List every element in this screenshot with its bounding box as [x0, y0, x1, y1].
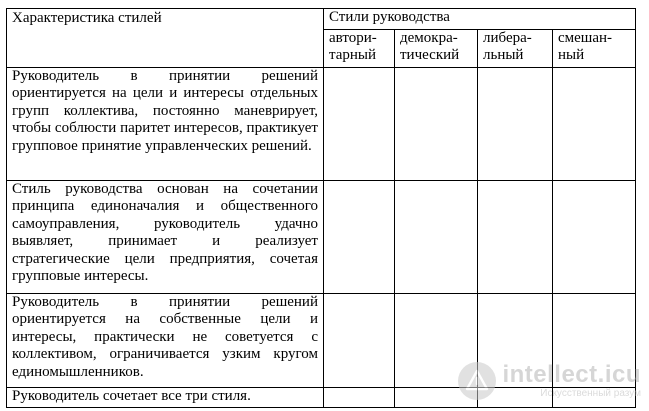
row-2-mixed-cell	[553, 181, 636, 294]
characteristic-header-label: Характеристика стилей	[12, 10, 162, 26]
row-3-liberal-cell	[478, 294, 553, 388]
row-3-description: Руководитель в принятии решений ориентируется на собственные цели и интересы, практически не советуется с коллективом, ограничивается узким кругом единомышленников.	[7, 294, 324, 388]
watermark-sub-text: Искусственный разум	[540, 388, 641, 399]
table-row	[7, 68, 636, 181]
leadership-styles-table	[6, 8, 636, 408]
row-1-liberal-cell	[478, 68, 553, 181]
row-3-mixed-cell	[553, 294, 636, 388]
styles-group-header	[324, 9, 636, 30]
styles-group-header-label: Стили руководства	[329, 9, 450, 25]
row-3-democratic-cell	[395, 294, 478, 388]
table-row	[7, 181, 636, 294]
table-row	[7, 294, 636, 388]
row-2-liberal-cell	[478, 181, 553, 294]
row-2-authoritarian-cell	[324, 181, 395, 294]
row-4-democratic-cell	[395, 388, 478, 408]
watermark-main-text: intellect.icu	[502, 361, 641, 388]
column-democratic: демокра- тический	[395, 30, 478, 68]
column-mixed: смешан- ный	[553, 30, 636, 68]
row-4-mixed-cell	[553, 388, 636, 408]
row-4-authoritarian-cell	[324, 388, 395, 408]
row-2-description: Стиль руководства основан на сочетании принципа единоначалия и общественного самоуправления, руководитель удачно выявляет, принимает и реализует стратегические цели предприятия, сочетая групповые интересы.	[7, 181, 324, 294]
row-4-description: Руководитель сочетает все три стиля.	[7, 388, 324, 408]
row-1-mixed-cell	[553, 68, 636, 181]
characteristic-header	[7, 9, 324, 68]
row-1-description: Руководитель в принятии решений ориентируется на цели и интересы отдельных групп коллектива, постоянно маневрирует, чтобы соблюсти паритет интересов, практикует групповое принятие управленческих решений.	[7, 68, 324, 181]
row-1-authoritarian-cell	[324, 68, 395, 181]
row-3-authoritarian-cell	[324, 294, 395, 388]
table-header-row	[7, 9, 636, 30]
row-4-liberal-cell	[478, 388, 553, 408]
table-row	[7, 388, 636, 408]
column-liberal: либера- льный	[478, 30, 553, 68]
row-2-democratic-cell	[395, 181, 478, 294]
column-authoritarian: автори- тарный	[324, 30, 395, 68]
row-1-democratic-cell	[395, 68, 478, 181]
